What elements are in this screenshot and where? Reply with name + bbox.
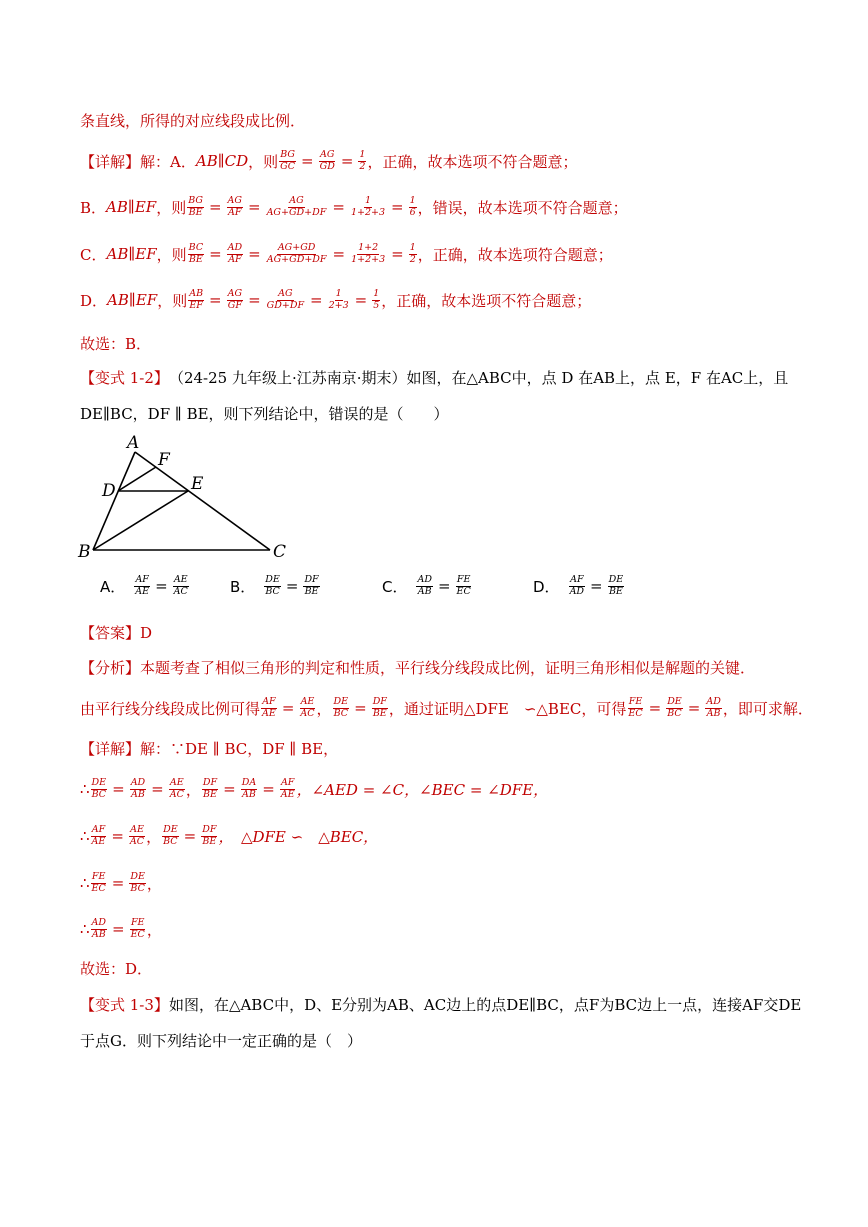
fraction: $\frac{DE}{BC}$ xyxy=(265,574,280,597)
fraction: $\frac{1}{5}$ xyxy=(373,288,380,311)
option-label: D． xyxy=(533,577,560,596)
fraction: $\frac{DF}{BE}$ xyxy=(202,777,218,800)
analysis-line xyxy=(80,657,755,678)
connector-text: ，则 xyxy=(157,291,188,310)
fraction: $\frac{AG}{AG+GD+DF}$ xyxy=(266,195,327,218)
fraction: $\frac{AD}{AB}$ xyxy=(417,574,432,597)
label-c: C xyxy=(273,542,287,562)
answer-tag: 【答案】D xyxy=(80,624,153,642)
fraction: $\frac{1}{2}$ xyxy=(409,242,416,265)
detail-tail: ，正确，故本选项不符合题意； xyxy=(367,152,578,171)
solution-text: ，∠AED = ∠C，∠BEC = ∠DFE， xyxy=(296,780,549,799)
label-b: B xyxy=(78,542,91,562)
detail-heading: 【详解】 xyxy=(80,152,141,171)
option-label: C． xyxy=(80,245,107,264)
option-label: B． xyxy=(80,198,107,217)
therefore-symbol: ∴ xyxy=(80,874,90,893)
fraction: $\frac{1+2}{1+2+3}$ xyxy=(351,242,386,265)
detail-option-d: D． AB∥EF ，则 $\frac{AB}{EF}$ = $\frac{AG}{GF}$ = $\frac{AG}{GD+DF}$ = $\frac{1}{2+3}$ = $\frac{1}{5}$ ，正确，故本选项不符合题意； xyxy=(80,288,592,311)
detail-tail: ，正确，故本选项符合题意； xyxy=(417,245,613,264)
solution-text: ， xyxy=(146,874,162,893)
fraction: $\frac{FE}{EC}$ xyxy=(456,574,471,597)
fraction: $\frac{AF}{AE}$ xyxy=(262,696,276,719)
option-label: D． xyxy=(80,291,108,310)
fraction: $\frac{AB}{EF}$ xyxy=(189,288,204,311)
condition-text: AB∥EF xyxy=(106,198,157,217)
fraction: $\frac{BC}{BE}$ xyxy=(188,242,204,265)
solution-text: 解：∵DE ∥ BC，DF ∥ BE， xyxy=(140,740,339,758)
solution-step-3: ∴ $\frac{FE}{EC}$ = $\frac{DE}{BC}$ ， xyxy=(80,871,162,894)
detail-text: 解：A． xyxy=(140,152,196,171)
fraction: $\frac{AE}{AC}$ xyxy=(173,574,188,597)
connector-text: ，则 xyxy=(248,152,279,171)
option-d[interactable]: D． $\frac{AF}{AD}$ = $\frac{DE}{BE}$ xyxy=(533,574,624,597)
fraction: $\frac{AD}{AF}$ xyxy=(227,242,243,265)
option-label: B． xyxy=(230,577,256,596)
answer-text: 故选：D． xyxy=(80,960,153,978)
question-text: （24-25 九年级上·江苏南京·期末）如图，在△ABC中，点 D 在AB上，点 E，F 在AC上，且 xyxy=(168,369,789,387)
analysis-text: 本题考查了相似三角形的判定和性质，平行线分线段成比例，证明三角形相似是解题的关键． xyxy=(140,659,756,677)
fraction: $\frac{AF}{AE}$ xyxy=(280,777,295,800)
fraction: $\frac{DE}{BC}$ xyxy=(333,696,349,719)
paragraph-text: 条直线，所得的对应线段成比例． xyxy=(80,112,306,130)
fraction: $\frac{DF}{BE}$ xyxy=(202,824,217,847)
answer-line xyxy=(80,333,151,354)
fraction: $\frac{AG}{GD+DF}$ xyxy=(266,288,305,311)
label-e: E xyxy=(191,474,204,494)
fraction: $\frac{AG}{GD}$ xyxy=(319,149,335,172)
fraction: $\frac{DF}{BE}$ xyxy=(304,574,319,597)
fraction: $\frac{AG}{AF}$ xyxy=(227,195,242,218)
fraction: $\frac{AF}{AD}$ xyxy=(569,574,585,597)
fraction: $\frac{AE}{AC}$ xyxy=(129,824,145,847)
solution-step-1: ∴ $\frac{DE}{BC}$ = $\frac{AD}{AB}$ = $\frac{AE}{AC}$ ， $\frac{DF}{BE}$ = $\frac{DA}{AB}$ = $\frac{AF}{AE}$ ，∠AED = ∠C，∠BEC = ∠DFE， xyxy=(80,777,549,800)
condition-text: AB∥EF xyxy=(107,291,158,310)
question-text: 于点G．则下列结论中一定正确的是（ ） xyxy=(80,1032,362,1050)
question-heading: 【变式 1-3】 xyxy=(80,996,169,1014)
fraction: $\frac{1}{2+3}$ xyxy=(328,288,349,311)
fraction: $\frac{AD}{AB}$ xyxy=(130,777,146,800)
question-1-2-line2 xyxy=(80,403,449,424)
fraction: $\frac{FE}{EC}$ xyxy=(91,871,106,894)
fraction: $\frac{AG+GD}{AG+GD+DF}$ xyxy=(266,242,327,265)
fraction: $\frac{DF}{BE}$ xyxy=(372,696,387,719)
condition-text: AB∥CD xyxy=(195,152,249,171)
fraction: $\frac{BG}{GC}$ xyxy=(280,149,296,172)
fraction: $\frac{DE}{BC}$ xyxy=(163,824,178,847)
fraction: $\frac{1}{2}$ xyxy=(359,149,366,172)
triangle-figure xyxy=(70,428,300,563)
option-label: A． xyxy=(100,577,126,596)
analysis-text: 由平行线分线段成比例可得 xyxy=(80,699,261,718)
fraction: $\frac{1}{6}$ xyxy=(409,195,416,218)
option-label: C． xyxy=(382,577,408,596)
solution-heading: 【详解】 xyxy=(80,740,141,758)
analysis-line-2: 由平行线分线段成比例可得 $\frac{AF}{AE}$ = $\frac{AE}{AC}$ ， $\frac{DE}{BC}$ = $\frac{DF}{BE}$ ，通过证明△DFE ∽△BEC，可得 $\frac{FE}{EC}$ = $\frac{DE}{BC}$ = $\frac{AD}{AB}$ ，即可求解． xyxy=(80,696,813,719)
label-d: D xyxy=(102,481,116,501)
fraction: $\frac{AG}{GF}$ xyxy=(227,288,243,311)
question-1-3-line1 xyxy=(80,994,801,1015)
connector-text: ，则 xyxy=(156,245,187,264)
therefore-symbol: ∴ xyxy=(80,920,90,939)
detail-option-a: 【详解】 解：A． AB∥CD ，则 $\frac{BG}{GC}$ = $\frac{AG}{GD}$ = $\frac{1}{2}$ ，正确，故本选项不符合题意； xyxy=(80,149,578,172)
analysis-text: ，通过证明△DFE ∽△BEC，可得 xyxy=(388,699,627,718)
therefore-symbol: ∴ xyxy=(80,780,90,799)
detail-tail: ，正确，故本选项不符合题意； xyxy=(381,291,592,310)
question-1-3-line2 xyxy=(80,1030,362,1051)
label-a: A xyxy=(127,433,140,453)
option-a[interactable]: A． $\frac{AF}{AE}$ = $\frac{AE}{AC}$ xyxy=(100,574,188,597)
answer-text: 故选：B． xyxy=(80,335,152,353)
detail-option-c: C． AB∥EF ，则 $\frac{BC}{BE}$ = $\frac{AD}{AF}$ = $\frac{AG+GD}{AG+GD+DF}$ = $\frac{1+2}{1+2+3}$ = $\frac{1}{2}$ ，正确，故本选项符合题意； xyxy=(80,242,613,265)
fraction: $\frac{DE}{BC}$ xyxy=(130,871,145,894)
question-text: 如图，在△ABC中，D、E分别为AB、AC边上的点DE∥BC，点F为BC边上一点，连接AF交DE xyxy=(168,996,802,1014)
fraction: $\frac{FE}{EC}$ xyxy=(628,696,643,719)
condition-text: AB∥EF xyxy=(106,245,157,264)
detail-option-b: B． AB∥EF ，则 $\frac{BG}{BE}$ = $\frac{AG}{AF}$ = $\frac{AG}{AG+GD+DF}$ = $\frac{1}{1+2+3}$ = $\frac{1}{6}$ ，错误，故本选项不符合题意； xyxy=(80,195,628,218)
fraction: $\frac{AD}{AB}$ xyxy=(91,917,107,940)
detail-tail: ，错误，故本选项不符合题意； xyxy=(417,198,628,217)
label-f: F xyxy=(158,450,170,470)
question-text: DE∥BC，DF ∥ BE，则下列结论中，错误的是（ ） xyxy=(80,405,449,423)
option-c[interactable]: C． $\frac{AD}{AB}$ = $\frac{FE}{EC}$ xyxy=(382,574,471,597)
fraction: $\frac{DE}{BE}$ xyxy=(608,574,624,597)
solution-text: ， △DFE ∽ △BEC， xyxy=(218,827,379,846)
solution-text: ， xyxy=(146,920,162,939)
fraction: $\frac{FE}{EC}$ xyxy=(130,917,145,940)
fraction: $\frac{AF}{AE}$ xyxy=(135,574,150,597)
text-line xyxy=(80,110,305,131)
fraction: $\frac{AD}{AB}$ xyxy=(706,696,721,719)
therefore-symbol: ∴ xyxy=(80,827,90,846)
solution-step-4: ∴ $\frac{AD}{AB}$ = $\frac{FE}{EC}$ ， xyxy=(80,917,162,940)
fraction: $\frac{1}{1+2+3}$ xyxy=(350,195,385,218)
option-b[interactable]: B． $\frac{DE}{BC}$ = $\frac{DF}{BE}$ xyxy=(230,574,319,597)
fraction: $\frac{AF}{AE}$ xyxy=(91,824,106,847)
fraction: $\frac{DE}{BC}$ xyxy=(91,777,107,800)
answer-line-2 xyxy=(80,958,152,979)
analysis-heading: 【分析】 xyxy=(80,659,141,677)
fraction: $\frac{DE}{BC}$ xyxy=(667,696,682,719)
solution-line xyxy=(80,738,338,759)
fraction: $\frac{BG}{BE}$ xyxy=(188,195,203,218)
fraction: $\frac{AE}{AC}$ xyxy=(300,696,315,719)
question-heading: 【变式 1-2】 xyxy=(80,369,169,387)
answer-tag-line xyxy=(80,622,152,643)
fraction: $\frac{DA}{AB}$ xyxy=(241,777,257,800)
question-1-2-line1 xyxy=(80,367,788,388)
analysis-text: ，即可求解． xyxy=(722,699,813,718)
connector-text: ，则 xyxy=(156,198,187,217)
segment-ab xyxy=(93,452,135,550)
solution-step-2: ∴ $\frac{AF}{AE}$ = $\frac{AE}{AC}$ ， $\frac{DE}{BC}$ = $\frac{DF}{BE}$ ， △DFE ∽ △BEC， xyxy=(80,824,379,847)
fraction: $\frac{AE}{AC}$ xyxy=(169,777,184,800)
